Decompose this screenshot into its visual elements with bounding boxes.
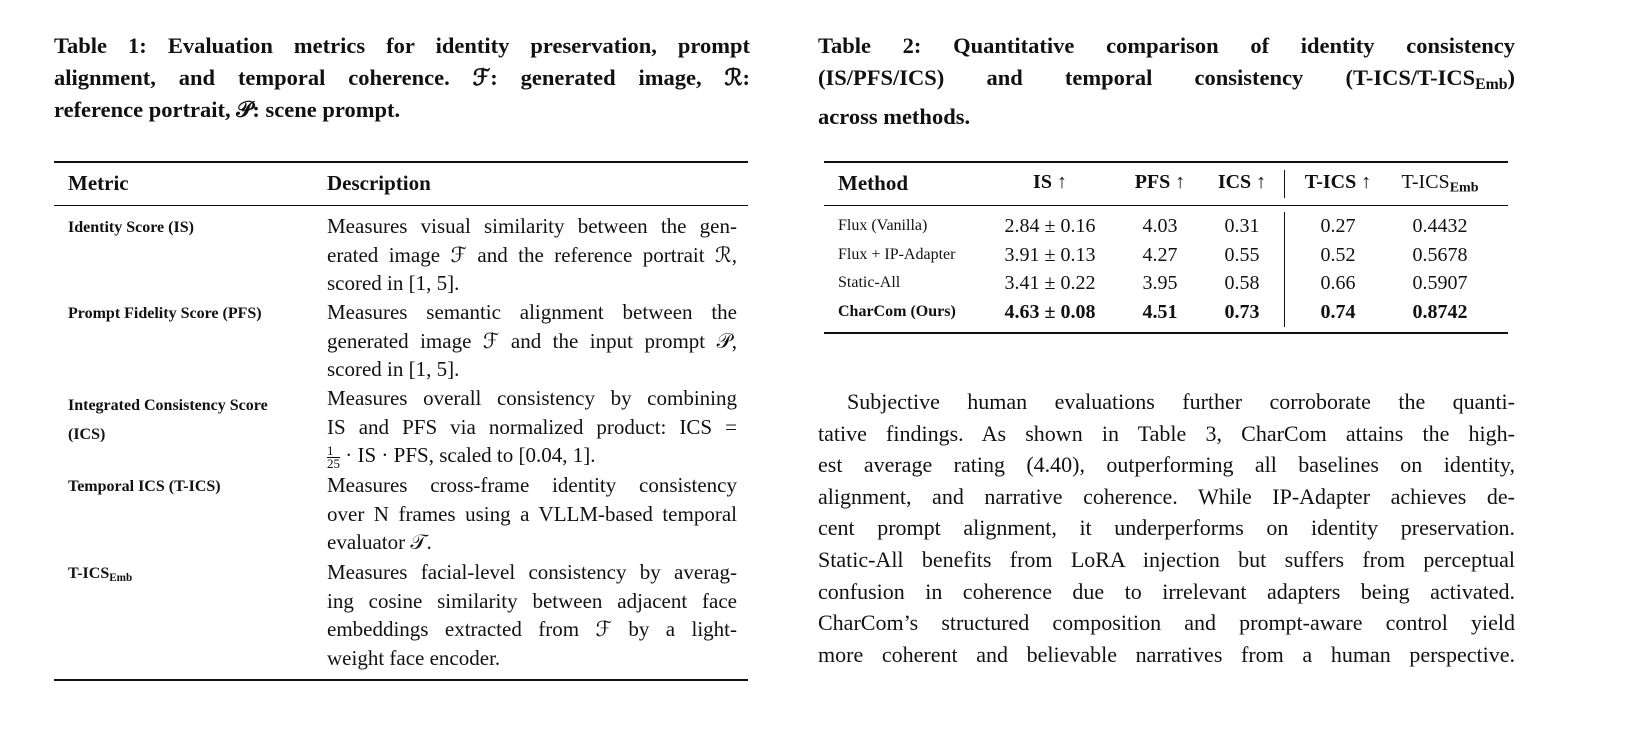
fraction: $\frac{1}{25}$ xyxy=(327,443,340,472)
tics-emb-cell: 0.5678 xyxy=(1412,243,1468,266)
ics-cell: 0.55 xyxy=(1224,243,1260,266)
table2-bottom-rule xyxy=(824,332,1508,334)
table2-header-tics: T-ICS ↑ xyxy=(1304,171,1372,193)
table2-caption: Table 2: Quantitative comparison of identity consistency (IS/PFS/ICS) and temporal consistency $(T-ICS/T-ICS_{Emb})$ across methods. xyxy=(818,33,1515,129)
table1-top-rule xyxy=(54,161,748,163)
is-cell: 3.41 ± 0.22 xyxy=(1004,272,1096,294)
method-cell: CharCom (Ours) xyxy=(838,302,956,320)
table1-caption: Table 1: Evaluation metrics for identity preservation, prompt alignment, and temporal coherence. ℱ: generated image, ℛ: reference portrait, 𝒫: scene prompt. xyxy=(54,33,750,122)
table2-header-tics-emb: $T-ICS_{Emb}$ xyxy=(1401,171,1479,196)
table1-header-rule xyxy=(54,205,748,206)
is-cell: 3.91 ± 0.13 xyxy=(1004,243,1096,266)
body-paragraph: Subjective human evaluations further corroborate the quanti- tative findings. As shown in Table 3, CharCom attains the high- est average rating (4.40), outperforming all baselines on identity, alignment, and narrative coherence. While IP-Adapter achieves de- cent prompt alignment, it underperforms on identity preservation. Static-All benefits from LoRA injection but suffers from perceptual confusion in coherence due to irrelevant adapters being activated. CharCom’s structured composition and prompt-aware control yield more coherent and believable narratives from a human perspective. xyxy=(818,389,1515,667)
ics-cell: 0.31 xyxy=(1224,215,1260,237)
method-cell: Flux (Vanilla) xyxy=(838,217,928,234)
tics-emb-cell: 0.5907 xyxy=(1412,272,1468,294)
pfs-cell: 4.51 xyxy=(1142,300,1178,323)
tics-cell: 0.52 xyxy=(1320,243,1356,266)
pfs-cell: 4.03 xyxy=(1142,215,1178,237)
is-cell: 4.63 ± 0.08 xyxy=(1004,300,1096,323)
method-cell: Static-All xyxy=(838,274,901,291)
table2-header-pfs: PFS ↑ xyxy=(1134,171,1186,193)
tics-cell: 0.27 xyxy=(1320,215,1356,237)
tics-emb-cell: 0.8742 xyxy=(1412,300,1468,323)
table1-header-metric: Metric xyxy=(68,171,129,195)
tics-cell: 0.74 xyxy=(1320,300,1356,323)
method-cell: Flux + IP-Adapter xyxy=(838,245,956,263)
pfs-cell: 3.95 xyxy=(1142,272,1178,294)
ics-cell: 0.58 xyxy=(1224,272,1260,294)
table1-header-description: Description xyxy=(327,171,431,195)
ics-cell: 0.73 xyxy=(1224,300,1260,323)
is-cell: 2.84 ± 0.16 xyxy=(1004,215,1096,237)
table2-header-divider xyxy=(1284,170,1285,198)
table2-header-is: IS ↑ xyxy=(1033,171,1067,193)
tics-cell: 0.66 xyxy=(1320,272,1356,294)
table2-header-method: Method xyxy=(838,171,908,195)
table2-header-rule xyxy=(824,205,1508,206)
table1-bottom-rule xyxy=(54,679,748,681)
table2-header-ics: ICS ↑ xyxy=(1217,171,1267,193)
table2-top-rule xyxy=(824,161,1508,163)
tics-emb-cell: 0.4432 xyxy=(1412,215,1468,237)
pfs-cell: 4.27 xyxy=(1142,243,1178,266)
